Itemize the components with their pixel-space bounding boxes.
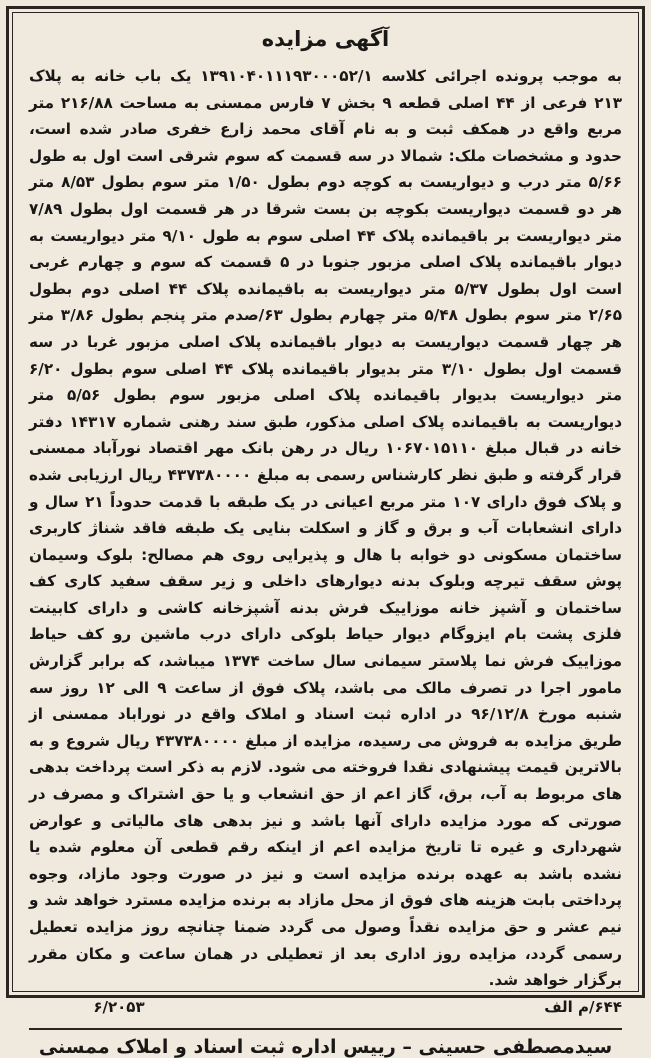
reference-number: ۶۴۴/م الف (544, 997, 622, 1016)
notice-body (29, 63, 622, 994)
notice-body-text: به موجب پرونده اجرائی کلاسه ۱۳۹۱۰۴۰۱۱۱۹۳۰۰۰۵۲/۱ یک باب خانه به پلاک ۲۱۳ فرعی از ۴۴ اصلی قطعه ۹ بخش ۷ فارس ممسنی به مساحت ۲۱۶/۸۸ متر مربع واقع در همکف ثبت و به نام آقای محمد زارع خفری صادر شده است، حدود و مشخصات ملک: شمالا در سه قسمت که سوم شرقی است اول به طول ۵/۶۶ متر درب و دیواریست به کوچه دوم بطول ۱/۵۰ متر سوم بطول ۸/۵۳ متر هر دو قسمت دیواریست بکوچه بن بست شرقا در هر قسمت اول بطول ۷/۸۹ متر دیواریست بر باقیمانده پلاک ۴۴ اصلی سوم به طول ۹/۱۰ متر دیواریست به دیوار باقیمانده پلاک اصلی مزبور جنوبا در ۵ قسمت که سوم و چهارم غربی است اول بطول ۵/۳۷ متر دیواریست به باقیمانده پلاک ۴۴ اصلی دوم بطول ۲/۶۵ متر سوم بطول ۵/۴۸ متر چهارم بطول ۶۳/صدم متر پنجم بطول ۳/۸۶ متر هر چهار قسمت دیواریست به دیوار باقیمانده پلاک اصلی مزبور غربا در سه قسمت اول بطول ۳/۱۰ متر بدیوار باقیمانده پلاک ۴۴ اصلی سوم بطول ۶/۲۰ متر دیواریست بدیوار باقیمانده پلاک اصلی مزبور سوم بطول ۵/۵۶ متر دیواریست به باقیمانده پلاک اصلی مذکور، طبق سند رهنی شماره ۱۴۳۱۷ دفتر خانه در قبال مبلغ ۱۰۶۷۰۱۵۱۱۰ ریال در رهن بانک مهر اقتصاد نورآباد ممسنی قرار گرفته و طبق نظر کارشناس رسمی به مبلغ ۴۳۷۳۸۰۰۰۰ ریال ارزیابی شده و پلاک فوق دارای ۱۰۷ متر مربع اعیانی در یک طبقه با قدمت حدوداً ۲۱ سال و دارای انشعابات آب و برق و گاز و اسکلت بنایی یک طبقه فاقد شناژ کاربری ساختمان مسکونی دو خوابه با هال و پذیرایی روی هم مصالح: بلوک وسیمان پوش سقف تیرچه وبلوک بدنه دیوارهای داخلی و زیر سقف سفید کاری کف ساختمان و آشپز خانه موزاییک فرش بدنه آشپزخانه کاشی و دارای کابینت فلزی پشت بام ایزوگام دیوار حیاط بلوکی دارای درب ماشین رو کف حیاط موزاییک فرش نما پلاستر سیمانی سال ساخت ۱۳۷۴ میباشد، که برابر گزارش مامور اجرا در تصرف مالک می باشد، پلاک فوق از ساعت ۹ الی ۱۲ روز سه شنبه مورخ ۹۶/۱۲/۸ در اداره ثبت اسناد و املاک واقع در نوراباد ممسنی از طریق مزایده به فروش می رسیده، مزایده از مبلغ ۴۳۷۳۸۰۰۰۰ ریال شروع و به بالاترین قیمت پیشنهادی نقدا فروخته می شود. لازم به ذکر است پرداخت بدهی های مربوط به آب، برق، گاز اعم از حق انشعاب و یا حق اشتراک و مصرف در صورتی که مورد مزایده دارای آنها باشد و نیز بدهی های مالیاتی و عوارض شهرداری و غیره تا تاریخ مزایده اعم از اینکه رقم قطعی آن معلوم شده یا نشده باشد به عهده برنده مزایده است و نیز در صورت وجود مازاد، وجوه پرداختی بابت هزینه های فوق از محل مازاد به برنده مزایده مسترد خواهد شد و نیم عشر و حق مزایده نقداً وصول می گردد ضمنا چنانچه روز مزایده تعطیل رسمی گردد، مزایده روز اداری بعد از تعطیلی در همان ساعت و مکان مقرر برگزار خواهد شد. (29, 67, 623, 990)
notice-title: آگهی مزایده (261, 27, 390, 51)
signature-line: سیدمصطفی حسینی – رییس اداره ثبت اسناد و املاک ممسنی (29, 1028, 622, 1058)
notice-footer (29, 996, 622, 1018)
reference-code-block (29, 996, 209, 1018)
reference-code: ۶/۲۰۵۳ (93, 997, 145, 1016)
notice-frame (6, 6, 645, 1058)
reference-block (544, 996, 622, 1018)
